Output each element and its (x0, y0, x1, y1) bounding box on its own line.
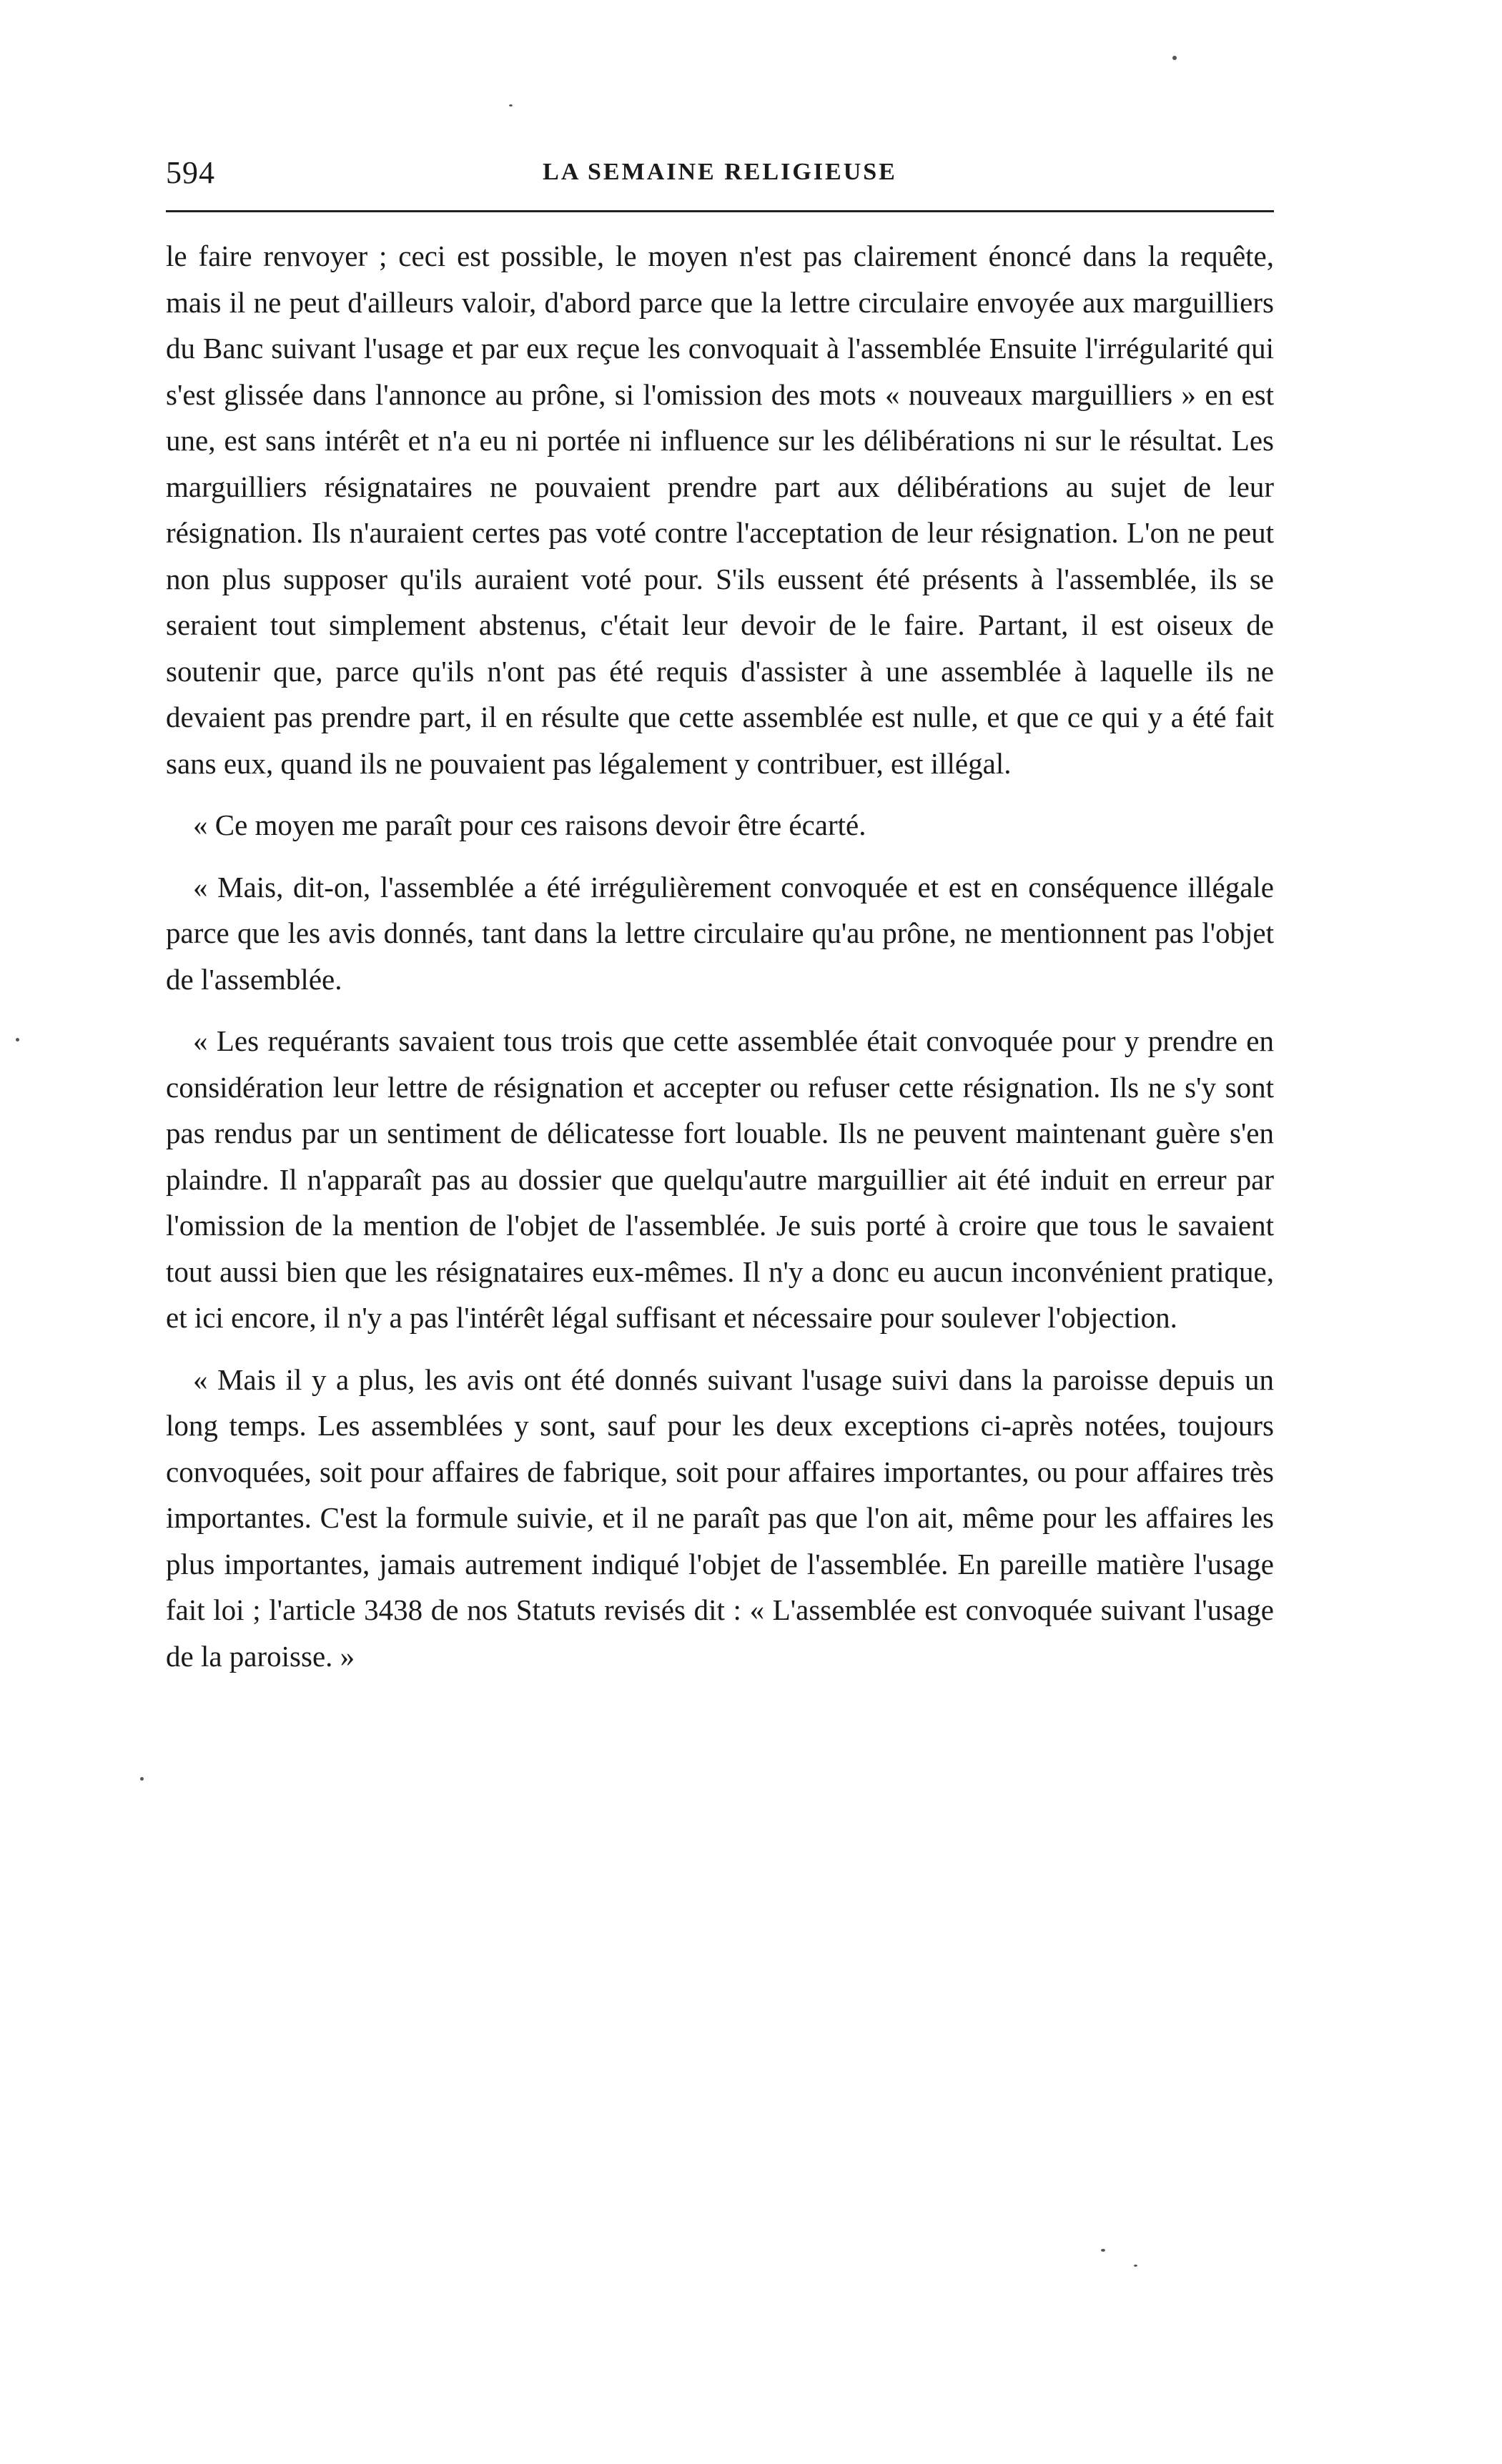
paragraph: « Mais, dit-on, l'assemblée a été irrégulièrement convoquée et est en conséquence illégale parce que les avis donnés, tant dans la lettre circulaire qu'au prône, ne mentionnent pas l'objet de l'assemblée. (166, 870, 1274, 996)
paragraph: « Ce moyen me paraît pour ces raisons devoir être écarté. (193, 808, 866, 841)
scan-speck (1172, 56, 1177, 60)
header-rule (166, 210, 1274, 212)
scan-speck (16, 1038, 19, 1041)
scan-speck (1134, 2265, 1137, 2267)
scan-speck (140, 1777, 144, 1781)
page-header (166, 154, 1274, 197)
paragraph: « Les requérants savaient tous trois que cette assemblée était convoquée pour y prendre en considération leur lettre de résignation et accepter ou refuser cette résignation. Ils ne s'y sont pas rendus par un sentiment de délicatesse fort louable. Ils ne peuvent maintenant guère s'en plaindre. Il n'apparaît pas au dossier que quelqu'autre marguillier ait été induit en erreur par l'omission de la mention de l'objet de l'assemblée. Je suis porté à croire que tous le savaient tout aussi bien que les résignataires eux-mêmes. Il n'y a donc eu aucun inconvénient pratique, et ici encore, il n'y a pas l'intérêt légal suffisant et nécessaire pour soulever l'objection. (166, 1024, 1274, 1334)
body-text (166, 233, 1274, 1695)
scan-speck (1101, 2249, 1105, 2252)
running-title: LA SEMAINE RELIGIEUSE (543, 159, 897, 185)
paragraph-continuation: le faire renvoyer ; ceci est possible, le moyen n'est pas clairement énoncé dans la requête, mais il ne peut d'ailleurs valoir, d'abord parce que la lettre circulaire envoyée aux marguilliers du Banc suivant l'usage et par eux reçue les convoquait à l'assemblée Ensuite l'irrégularité qui s'est glissée dans l'annonce au prône, si l'omission des mots « nouveaux marguilliers » en est une, est sans intérêt et n'a eu ni portée ni influence sur les délibérations ni sur le résultat. Les marguilliers résignataires ne pouvaient prendre part aux délibérations au sujet de leur résignation. Ils n'auraient certes pas voté contre l'acceptation de leur résignation. L'on ne peut non plus supposer qu'ils auraient voté pour. S'ils eussent été présents à l'assemblée, ils se seraient tout simplement abstenus, c'était leur devoir de le faire. Partant, il est oiseux de soutenir que, parce qu'ils n'ont pas été requis d'assister à une assemblée à laquelle ils ne devaient pas prendre part, il en résulte que cette assemblée est nulle, et que ce qui y a été fait sans eux, quand ils ne pouvaient pas légalement y contribuer, est illégal. (166, 239, 1274, 780)
paragraph: « Mais il y a plus, les avis ont été donnés suivant l'usage suivi dans la paroisse depuis un long temps. Les assemblées y sont, sauf pour les deux exceptions ci-après notées, toujours convoquées, soit pour affaires de fabrique, soit pour affaires importantes, ou pour affaires très importantes. C'est la formule suivie, et il ne paraît pas que l'on ait, même pour les affaires les plus importantes, jamais autrement indiqué l'objet de l'assemblée. En pareille matière l'usage fait loi ; l'article 3438 de nos Statuts revisés dit : « L'assemblée est convoquée suivant l'usage de la paroisse. » (166, 1362, 1274, 1673)
page-number: 594 (166, 155, 215, 190)
scan-speck (509, 104, 513, 107)
